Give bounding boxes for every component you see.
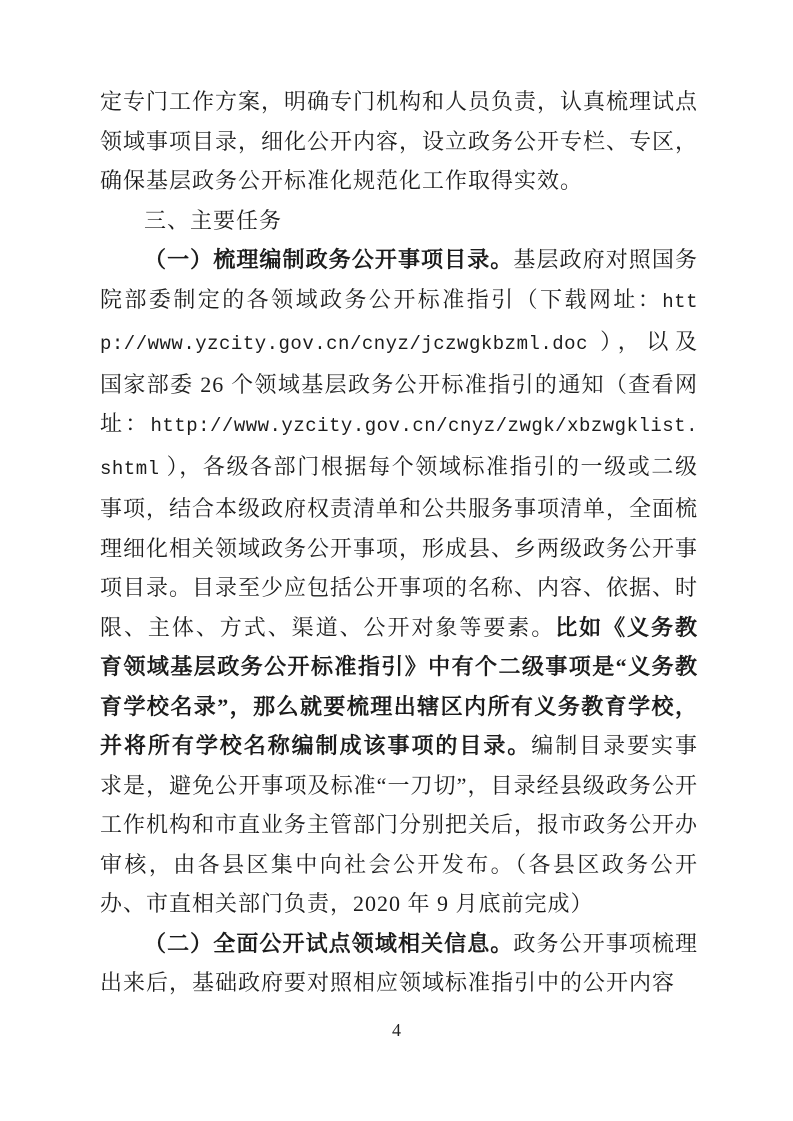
task1-body-4: 编制目录要实事求是，避免公开事项及标准“一刀切”，目录经县级政务公开工作机构和市直业务主管部门分别把关后，报市政务公开办审核，由各县区集中向社会公开发布。（各县区政务公开办、市直相关部门负责，2020 年 9 月底前完成） [100, 733, 699, 916]
page-number: 4 [392, 1020, 401, 1040]
task1-lead: （一）梳理编制政务公开事项目录。 [144, 247, 514, 272]
task2-lead: （二）全面公开试点领域相关信息。 [144, 930, 514, 956]
task1-example: 比如《义务教育领域基层政务公开标准指引》中有个二级事项是“义务教育学校名录”，那么就要梳理出辖区内所有义务教育学校，并将所有学校名称编制成该事项的目录。 [100, 614, 698, 758]
document-body [100, 82, 698, 1003]
view-url: http://www.yzcity.gov.cn/cnyz/zwgk/xbzwgklist.shtml [100, 415, 698, 480]
task2-body-1: 政务公开事项梳理出来后，基础政府要对照相应领域标准指引中的公开内容 [100, 930, 698, 995]
download-url: http://www.yzcity.gov.cn/cnyz/jczwgkbzml.doc [100, 290, 698, 355]
task1-body-2: ），以及国家部委 26 个领域基层政务公开标准指引的通知（查看网址： [100, 329, 698, 436]
task2-paragraph [100, 924, 698, 1003]
task1-paragraph [100, 240, 698, 924]
task1-body-1: 基层政府对照国务院部委制定的各领域政务公开标准指引（下载网址： [100, 247, 698, 312]
task1-body-3: ），各级各部门根据每个领域标准指引的一级或二级事项，结合本级政府权责清单和公共服务事项清单，全面梳理细化相关领域政务公开事项，形成县、乡两级政务公开事项目录。目录至少应包括公开事项的名称、内容、依据、时限、主体、方式、渠道、公开对象等要素。 [100, 453, 699, 640]
section-heading: 三、主要任务 [144, 207, 283, 233]
intro-paragraph: 定专门工作方案，明确专门机构和人员负责，认真梳理试点领域事项目录，细化公开内容，设立政务公开专栏、专区，确保基层政务公开标准化规范化工作取得实效。 [100, 89, 699, 193]
